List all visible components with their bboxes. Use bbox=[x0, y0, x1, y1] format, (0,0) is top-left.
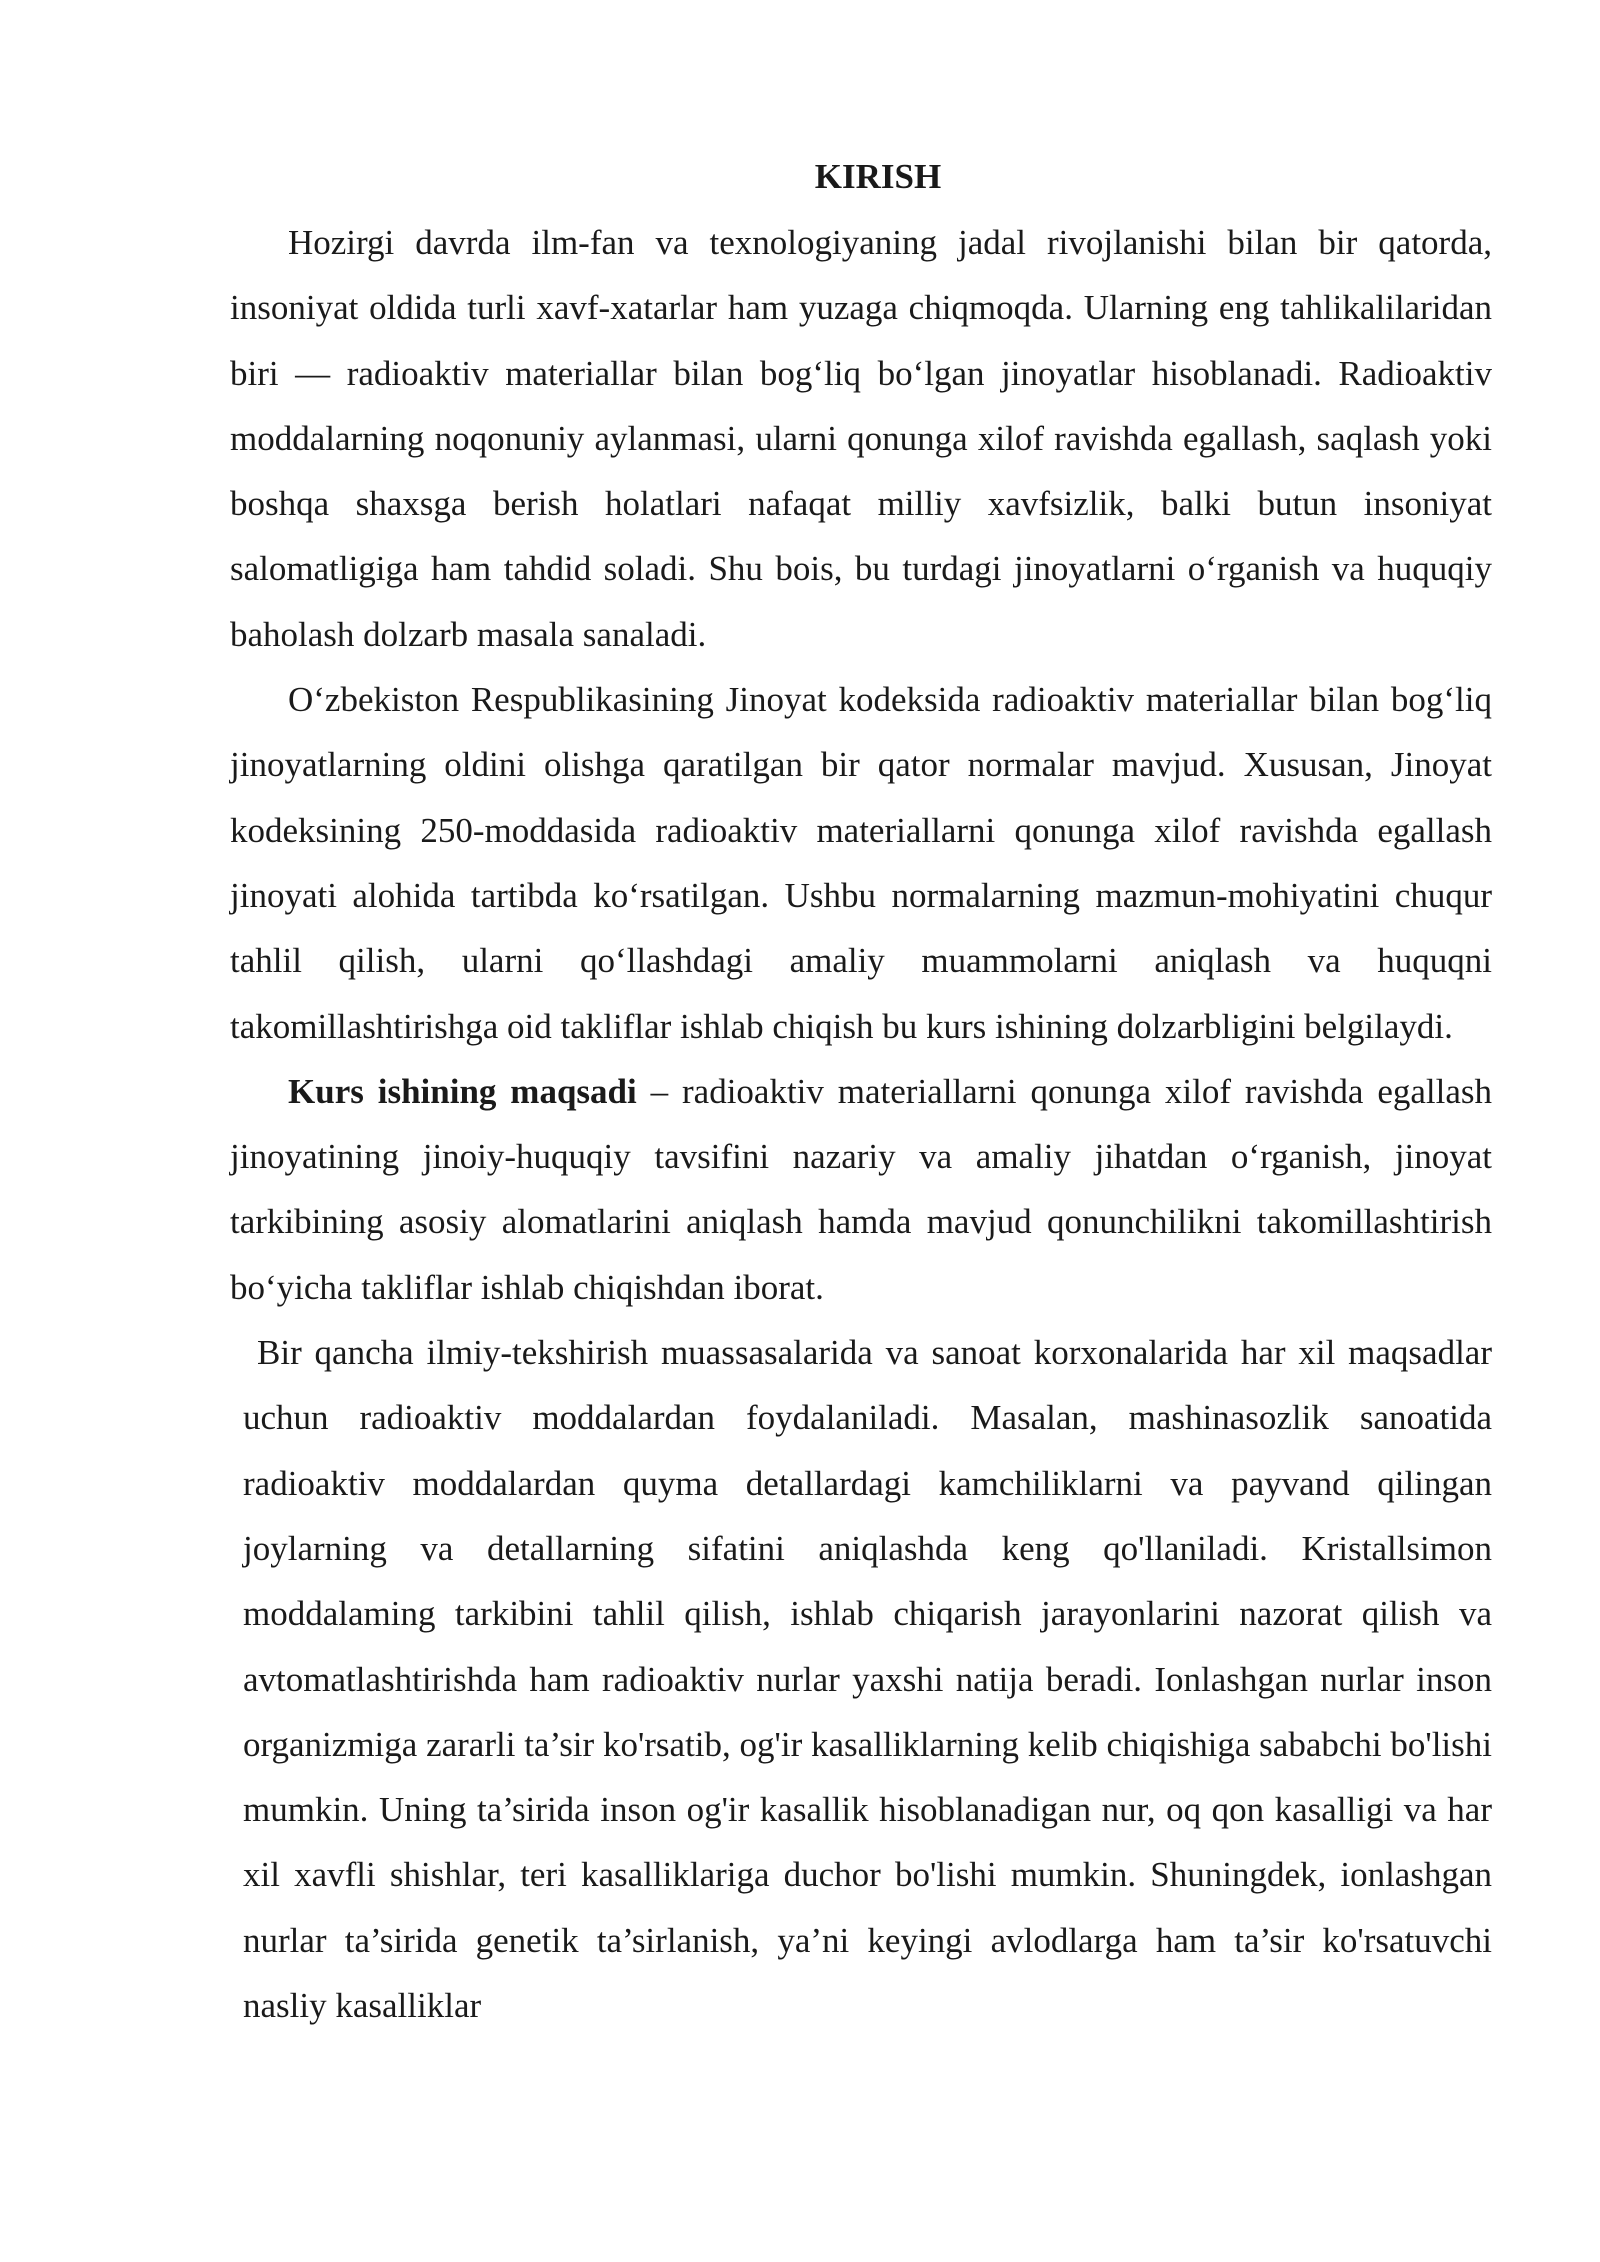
document-body bbox=[230, 148, 1492, 2038]
course-goal-term: Kurs ishining maqsadi bbox=[288, 1071, 637, 1111]
paragraph-course-goal bbox=[230, 1059, 1492, 1320]
paragraph-radioactive-usage bbox=[230, 1320, 1492, 2038]
paragraph-text: – radioaktiv materiallarni qonunga xilof ravishda egallash jinoyatining jinoiy-huquqiy tavsifini nazariy va amaliy jihatdan o‘rganish, jinoyat tarkibining asosiy alomatlarini aniqlash hamda mavjud qonunchilikni takomillashtirish bo‘yicha takliflar ishlab chiqishdan iborat. bbox=[230, 1071, 1492, 1307]
section-heading: KIRISH bbox=[814, 157, 942, 196]
paragraph-introduction bbox=[230, 210, 1492, 667]
paragraph-text: Bir qancha ilmiy-tekshirish muassasalarida va sanoat korxonalarida har xil maqsadlar uchun radioaktiv moddalardan foydalaniladi. Masalan, mashinasozlik sanoatida radioaktiv moddalardan quyma detallardagi kamchiliklarni va payvand qilingan joylarning va detallarning sifatini aniqlashda keng qo'llaniladi. Kristallsimon moddalaming tarkibini tahlil qilish, ishlab chiqarish jarayonlarini nazorat qilish va avtomatlashtirishda ham radioaktiv nurlar yaxshi natija beradi. Ionlashgan nurlar inson organizmiga zararli ta’sir ko'rsatib, og'ir kasalliklarning kelib chiqishiga sababchi bo'lishi mumkin. Uning ta’sirida inson og'ir kasallik hisoblanadigan nur, oq qon kasalligi va har xil xavfli shishlar, teri kasalliklariga duchor bo'lishi mumkin. Shuningdek, ionlashgan nurlar ta’sirida genetik ta’sirlanish, ya’ni keyingi avlodlarga ham ta’sir ko'rsatuvchi nasliy kasalliklar bbox=[243, 1333, 1492, 2026]
paragraph-text: O‘zbekiston Respublikasining Jinoyat kodeksida radioaktiv materiallar bilan bog‘liq jinoyatlarning oldini olishga qaratilgan bir qator normalar mavjud. Xususan, Jinoyat kodeksining 250-moddasida radioaktiv materiallarni qonunga xilof ravishda egallash jinoyati alohida tartibda ko‘rsatilgan. Ushbu normalarning mazmun-mohiyatini chuqur tahlil qilish, ularni qo‘llashdagi amaliy muammolarni aniqlash va huquqni takomillashtirishga oid takliflar ishlab chiqish bu kurs ishining dolzarbligini belgilaydi. bbox=[230, 680, 1492, 1046]
paragraph-criminal-code bbox=[230, 667, 1492, 1059]
paragraph-text: Hozirgi davrda ilm-fan va texnologiyaning jadal rivojlanishi bilan bir qatorda, insoniyat oldida turli xavf-xatarlar ham yuzaga chiqmoqda. Ularning eng tahlikalilaridan biri — radioaktiv materiallar bilan bog‘liq bo‘lgan jinoyatlar hisoblanadi. Radioaktiv moddalarning noqonuniy aylanmasi, ularni qonunga xilof ravishda egallash, saqlash yoki boshqa shaxsga berish holatlari nafaqat milliy xavfsizlik, balki butun insoniyat salomatligiga ham tahdid soladi. Shu bois, bu turdagi jinoyatlarni o‘rganish va huquqiy baholash dolzarb masala sanaladi. bbox=[230, 223, 1492, 654]
